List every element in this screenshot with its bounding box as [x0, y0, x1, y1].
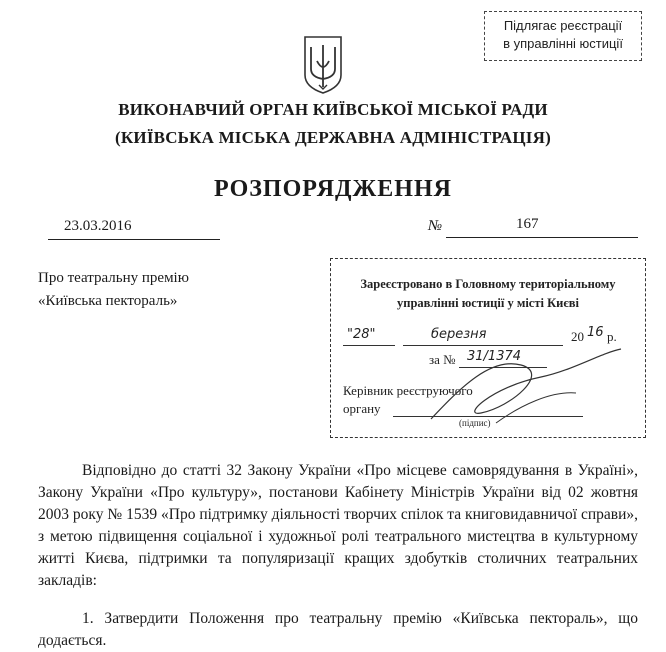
stamp-month: березня	[431, 327, 487, 342]
stamp-line-1: Підлягає реєстрації	[503, 18, 623, 33]
stamp-text-1: Зареєстровано в Головному територіальному	[360, 277, 616, 291]
justice-registration-stamp	[330, 258, 646, 438]
document-body	[38, 460, 638, 652]
registration-required-stamp	[484, 11, 642, 61]
month-underline	[403, 345, 563, 346]
subject-line-2: «Київська пектораль»	[38, 293, 178, 309]
number-sign: №	[428, 218, 443, 234]
point-1: 1. Затвердити Положення про театральну премію «Київська пектораль», що додається.	[38, 610, 638, 649]
day-underline	[343, 345, 395, 346]
number-underline	[446, 237, 638, 238]
stamp-line-2: в управлінні юстиції	[503, 36, 623, 51]
stamp-year-prefix: 20	[571, 329, 584, 344]
date-value: 23.03.2016	[64, 218, 132, 234]
stamp-text-2: управлінні юстиції у місті Києві	[397, 296, 579, 310]
stamp-head-label-1: Керівник реєструючого	[343, 383, 473, 398]
stamp-year-suffix: 16	[587, 325, 604, 340]
stamp-year-end: р.	[607, 329, 617, 344]
organ-title: ВИКОНАВЧИЙ ОРГАН КИЇВСЬКОЇ МІСЬКОЇ РАДИ	[118, 100, 548, 119]
handwritten-signature	[401, 347, 631, 427]
number-value: 167	[516, 216, 539, 232]
administration-title: (КИЇВСЬКА МІСЬКА ДЕРЖАВНА АДМІНІСТРАЦІЯ)	[115, 128, 551, 147]
document-type: РОЗПОРЯДЖЕННЯ	[214, 176, 452, 202]
stamp-day: "28"	[347, 327, 376, 342]
document-subject	[38, 267, 189, 313]
stamp-head-label-2: органу	[343, 401, 381, 416]
subject-line-1: Про театральну премію	[38, 270, 189, 286]
stamp-signature-label: (підпис)	[459, 418, 491, 428]
trident-icon	[302, 35, 344, 95]
stamp-reg-number: 31/1374	[467, 349, 522, 364]
preamble-paragraph: Відповідно до статті 32 Закону України «Про місцеве самоврядування в Україні», Закону України «Про культуру», постанови Кабінету Міністрів України від 02 жовтня 2003 року № 1539 «Про підтримку діяльності творчих спілок та книговидавничої справи», з метою підвищення соціальної і художньої ролі театрального мистецтва в культурному житті Києва, підтримки та популяризації кращих здобутків столичних театральних закладів:	[38, 462, 638, 589]
date-underline	[48, 239, 220, 240]
stamp-reg-prefix: за №	[429, 352, 456, 367]
